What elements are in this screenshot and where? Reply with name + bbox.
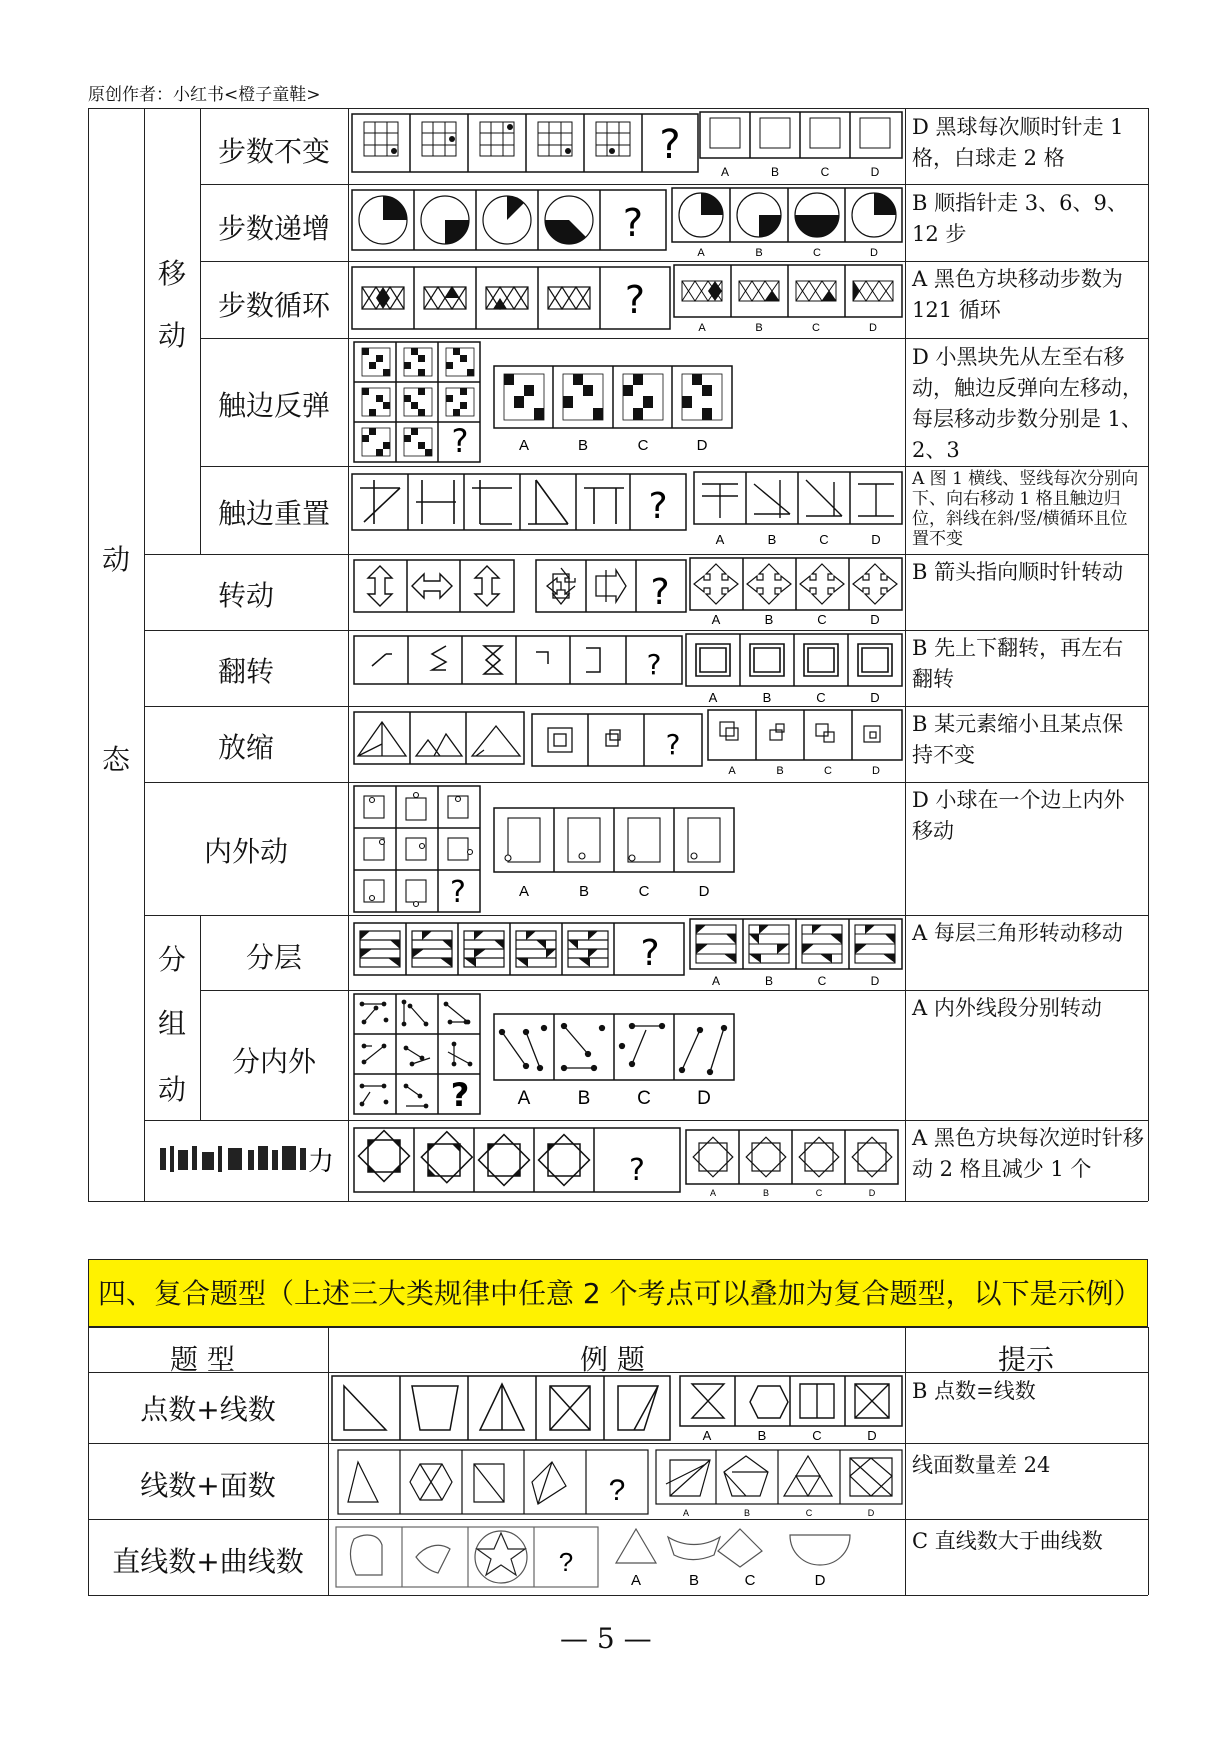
option-letter: B	[578, 883, 590, 900]
row-label: 分层	[245, 941, 302, 974]
row-hint: A 黑色方块每次逆时针移动 2 格且减少 1 个	[912, 1126, 1144, 1181]
option-letter: D	[696, 437, 708, 454]
obscured-row-label	[158, 1142, 334, 1176]
question-mark: ?	[665, 728, 681, 761]
question-mark: ?	[629, 1153, 645, 1188]
option-letter: B	[755, 322, 763, 334]
row-label: 翻转	[217, 655, 274, 688]
option-letter: C	[812, 1428, 822, 1443]
page-number: — 5 —	[560, 1622, 652, 1655]
figure-grid-steps	[350, 110, 904, 182]
row-hint: D 小黑块先从左至右移动，触边反弹向左移动，每层移动步数分别是 1、2、3	[912, 345, 1143, 462]
option-letter: D	[697, 1088, 711, 1109]
question-mark: ?	[451, 422, 469, 460]
option-letter: A	[708, 690, 718, 705]
question-mark: ?	[659, 122, 681, 168]
option-letter: C	[637, 437, 649, 454]
question-mark: ?	[648, 486, 668, 527]
option-letter: A	[630, 1572, 642, 1589]
row-hint: A 图 1 横线、竖线每次分别向下、向右移动 1 格且触边归位，斜线在斜/竖/横循环且位置不变	[912, 469, 1139, 549]
option-letter: B	[688, 1572, 700, 1589]
figure-reset-lines	[350, 468, 904, 552]
option-letter: C	[815, 1188, 823, 1198]
option-letter: D	[867, 1428, 877, 1443]
label-fragment: 力	[308, 1147, 334, 1176]
option-letter: A	[517, 1088, 531, 1109]
option-letter: C	[824, 765, 832, 777]
composite-row-label: 点数+线数	[140, 1393, 276, 1426]
row-hint: B 箭头指向顺时针转动	[912, 560, 1124, 584]
option-letter: C	[638, 883, 650, 900]
row-hint: D 小球在一个边上内外移动	[912, 788, 1125, 843]
question-mark: ?	[650, 572, 670, 613]
credit-line: 原创作者：小红书<橙子童鞋>	[88, 85, 321, 105]
group-char: 移	[157, 257, 186, 290]
option-letter: D	[871, 532, 881, 547]
figure-octagons	[350, 1122, 904, 1200]
question-mark: ?	[640, 933, 660, 974]
option-letter: B	[757, 1428, 767, 1443]
option-letter: D	[698, 883, 710, 900]
row-label: 触边反弹	[217, 389, 330, 422]
figure-points-lines	[330, 1374, 904, 1442]
question-mark: ?	[450, 1076, 470, 1114]
option-letter: B	[755, 247, 763, 259]
option-letter: D	[872, 765, 880, 777]
option-letter: B	[577, 437, 589, 454]
option-letter: A	[715, 532, 725, 547]
group-char: 动	[157, 319, 186, 352]
row-hint: A 黑色方块移动步数为 121 循环	[912, 267, 1123, 322]
row-hint: A 每层三角形转动移动	[912, 921, 1123, 945]
option-letter: A	[682, 1508, 690, 1518]
option-letter: B	[762, 690, 772, 705]
figure-bounce	[350, 340, 904, 464]
option-letter: C	[637, 1088, 651, 1109]
row-hint: B 某元素缩小且某点保持不变	[912, 712, 1124, 767]
figure-inner-outer	[350, 992, 904, 1118]
question-mark: ?	[622, 201, 644, 245]
option-letter: A	[698, 322, 706, 334]
row-label: 转动	[217, 579, 274, 612]
option-letter: D	[867, 1508, 875, 1518]
category-char: 态	[101, 743, 130, 776]
option-letter: A	[697, 247, 705, 259]
header-example: 例 题	[580, 1343, 645, 1376]
option-letter: C	[820, 165, 830, 179]
question-mark: ?	[608, 1474, 626, 1507]
option-letter: A	[702, 1428, 712, 1443]
figure-lines-faces	[330, 1446, 904, 1518]
option-letter: A	[711, 612, 721, 627]
category-char: 动	[101, 543, 130, 576]
row-hint: D 黑球每次顺时针走 1 格，白球走 2 格	[912, 115, 1124, 170]
option-letter: C	[744, 1572, 756, 1589]
row-label: 内外动	[203, 835, 288, 868]
option-letter: B	[770, 165, 780, 179]
group-char: 动	[157, 1073, 186, 1106]
option-letter: C	[805, 1508, 813, 1518]
option-letter: B	[764, 612, 774, 627]
question-mark: ?	[646, 648, 662, 681]
option-letter: B	[762, 1188, 770, 1198]
option-letter: B	[767, 532, 777, 547]
row-label: 放缩	[217, 731, 274, 764]
option-letter: A	[720, 165, 730, 179]
option-letter: C	[816, 690, 826, 705]
row-label: 步数循环	[217, 289, 330, 322]
row-hint: B 顺指针走 3、6、9、12 步	[912, 191, 1128, 246]
question-mark: ?	[450, 875, 466, 910]
option-letter: C	[813, 247, 821, 259]
composite-row-hint: 线面数量差 24	[912, 1453, 1051, 1477]
group-char: 组	[157, 1007, 186, 1040]
figure-pies	[350, 186, 904, 260]
figure-straight-curves	[330, 1521, 904, 1593]
question-mark: ?	[558, 1547, 574, 1577]
header-hint: 提示	[998, 1343, 1055, 1376]
composite-row-hint: B 点数=线数	[912, 1379, 1036, 1403]
figure-layers	[350, 917, 904, 989]
question-mark: ?	[624, 278, 646, 322]
row-hint: A 内外线段分别转动	[912, 996, 1102, 1020]
option-letter: D	[870, 165, 880, 179]
group-char: 分	[157, 943, 186, 976]
figure-arrows	[350, 556, 904, 628]
section4-title: 四、复合题型（上述三大类规律中任意 2 个考点可以叠加为复合题型，以下是示例）	[98, 1277, 1142, 1310]
option-letter: B	[764, 974, 774, 988]
row-hint: B 先上下翻转，再左右翻转	[912, 636, 1124, 691]
figure-flip	[350, 632, 904, 706]
option-letter: C	[817, 612, 827, 627]
header-type: 题 型	[170, 1343, 235, 1376]
figure-scale	[350, 708, 904, 780]
option-letter: D	[869, 322, 877, 334]
option-letter: A	[518, 437, 530, 454]
option-letter: D	[870, 974, 880, 988]
option-letter: D	[870, 612, 880, 627]
option-letter: A	[518, 883, 530, 900]
composite-row-label: 线数+面数	[140, 1469, 276, 1502]
composite-row-hint: C 直线数大于曲线数	[912, 1529, 1103, 1553]
row-label: 步数不变	[217, 135, 330, 168]
row-label: 分内外	[231, 1045, 316, 1078]
row-label: 步数递增	[217, 212, 330, 245]
option-letter: D	[870, 690, 880, 705]
option-letter: B	[743, 1508, 751, 1518]
composite-row-label: 直线数+曲线数	[112, 1545, 304, 1578]
figure-inout	[350, 784, 904, 914]
option-letter: D	[868, 1188, 876, 1198]
option-letter: A	[709, 1188, 717, 1198]
option-letter: D	[870, 247, 878, 259]
option-letter: B	[776, 765, 784, 777]
row-label: 触边重置	[217, 497, 330, 530]
option-letter: C	[819, 532, 829, 547]
option-letter: D	[814, 1572, 826, 1589]
option-letter: B	[577, 1088, 591, 1109]
option-letter: A	[711, 974, 721, 988]
option-letter: C	[817, 974, 827, 988]
option-letter: A	[728, 765, 736, 777]
option-letter: C	[812, 322, 820, 334]
figure-diamonds	[350, 263, 904, 337]
